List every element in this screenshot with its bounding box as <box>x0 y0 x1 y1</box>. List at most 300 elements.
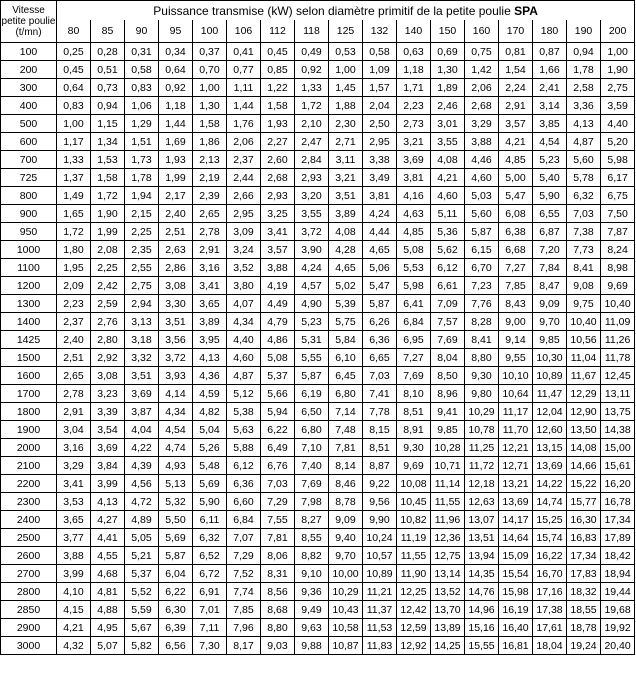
power-value-cell: 5,55 <box>295 349 329 367</box>
power-value-cell: 4,21 <box>57 619 91 637</box>
power-value-cell: 16,40 <box>499 619 533 637</box>
power-value-cell: 0,94 <box>567 43 601 61</box>
power-value-cell: 4,60 <box>431 187 465 205</box>
power-value-cell: 11,21 <box>363 583 397 601</box>
power-value-cell: 0,85 <box>261 61 295 79</box>
power-value-cell: 10,40 <box>601 295 635 313</box>
table-row <box>1 61 635 79</box>
power-value-cell: 4,36 <box>193 367 227 385</box>
power-value-cell: 3,20 <box>295 187 329 205</box>
power-value-cell: 6,36 <box>363 331 397 349</box>
power-value-cell: 6,17 <box>601 169 635 187</box>
power-value-cell: 1,93 <box>159 151 193 169</box>
power-value-cell: 5,87 <box>465 223 499 241</box>
diameter-header-row <box>1 20 635 42</box>
power-value-cell: 13,15 <box>533 439 567 457</box>
power-value-cell: 5,47 <box>363 277 397 295</box>
power-value-cell: 0,81 <box>499 43 533 61</box>
power-value-cell: 0,75 <box>465 43 499 61</box>
power-value-cell: 9,90 <box>363 511 397 529</box>
power-value-cell: 5,94 <box>261 403 295 421</box>
power-value-cell: 3,18 <box>125 331 159 349</box>
power-value-cell: 7,29 <box>261 493 295 511</box>
power-value-cell: 1,33 <box>295 79 329 97</box>
power-value-cell: 3,51 <box>329 187 363 205</box>
table-row <box>1 583 635 601</box>
power-value-cell: 8,31 <box>261 565 295 583</box>
power-value-cell: 14,74 <box>533 493 567 511</box>
power-value-cell: 4,28 <box>329 241 363 259</box>
table-row <box>1 457 635 475</box>
power-value-cell: 6,10 <box>329 349 363 367</box>
power-value-cell: 3,08 <box>91 367 125 385</box>
power-value-cell: 0,53 <box>329 43 363 61</box>
power-value-cell: 1,09 <box>363 61 397 79</box>
power-value-cell: 18,32 <box>567 583 601 601</box>
power-value-cell: 9,08 <box>567 277 601 295</box>
power-value-cell: 7,09 <box>431 295 465 313</box>
power-value-cell: 13,07 <box>465 511 499 529</box>
power-value-cell: 7,76 <box>465 295 499 313</box>
power-value-cell: 4,65 <box>329 259 363 277</box>
power-value-cell: 1,73 <box>125 151 159 169</box>
power-value-cell: 6,36 <box>227 475 261 493</box>
speed-cell: 1900 <box>1 421 57 439</box>
power-value-cell: 17,83 <box>567 565 601 583</box>
power-value-cell: 3,16 <box>57 439 91 457</box>
power-value-cell: 5,50 <box>159 511 193 529</box>
power-value-cell: 16,19 <box>499 601 533 619</box>
power-value-cell: 9,85 <box>533 331 567 349</box>
power-value-cell: 10,89 <box>533 367 567 385</box>
power-value-cell: 1,94 <box>125 187 159 205</box>
power-value-cell: 15,09 <box>499 547 533 565</box>
power-value-cell: 1,58 <box>261 97 295 115</box>
power-value-cell: 2,15 <box>125 205 159 223</box>
power-value-cell: 7,01 <box>193 601 227 619</box>
power-value-cell: 8,47 <box>533 277 567 295</box>
power-value-cell: 5,67 <box>125 619 159 637</box>
power-value-cell: 4,34 <box>227 313 261 331</box>
power-value-cell: 6,22 <box>261 421 295 439</box>
speed-label-line: (t/mn) <box>15 27 42 38</box>
power-value-cell: 17,61 <box>533 619 567 637</box>
power-value-cell: 7,11 <box>193 619 227 637</box>
power-value-cell: 7,29 <box>227 547 261 565</box>
power-value-cell: 3,57 <box>499 115 533 133</box>
power-value-cell: 19,44 <box>601 583 635 601</box>
power-value-cell: 11,09 <box>601 313 635 331</box>
power-value-cell: 16,22 <box>533 547 567 565</box>
power-value-cell: 10,57 <box>363 547 397 565</box>
power-value-cell: 2,19 <box>193 169 227 187</box>
power-value-cell: 6,11 <box>193 511 227 529</box>
power-value-cell: 0,58 <box>363 43 397 61</box>
power-value-cell: 3,49 <box>363 169 397 187</box>
power-value-cell: 9,75 <box>567 295 601 313</box>
power-value-cell: 7,55 <box>261 511 295 529</box>
power-value-cell: 2,30 <box>329 115 363 133</box>
diameter-header-cell: 180 <box>533 20 567 42</box>
power-value-cell: 2,91 <box>57 403 91 421</box>
power-value-cell: 7,03 <box>261 475 295 493</box>
power-value-cell: 17,38 <box>533 601 567 619</box>
power-value-cell: 11,96 <box>431 511 465 529</box>
power-value-cell: 2,46 <box>431 97 465 115</box>
power-value-cell: 7,57 <box>431 313 465 331</box>
diameter-header-cell: 100 <box>193 20 227 42</box>
speed-cell: 1100 <box>1 259 57 277</box>
power-value-cell: 5,62 <box>431 241 465 259</box>
power-value-cell: 2,40 <box>159 205 193 223</box>
power-value-cell: 1,30 <box>193 97 227 115</box>
power-value-cell: 5,23 <box>295 313 329 331</box>
table-row <box>1 79 635 97</box>
power-value-cell: 11,25 <box>465 439 499 457</box>
power-value-cell: 0,83 <box>125 79 159 97</box>
power-value-cell: 0,63 <box>397 43 431 61</box>
power-value-cell: 10,58 <box>329 619 363 637</box>
power-value-cell: 14,25 <box>431 637 465 655</box>
power-value-cell: 5,05 <box>125 529 159 547</box>
power-value-cell: 5,04 <box>193 421 227 439</box>
power-value-cell: 2,93 <box>295 169 329 187</box>
power-value-cell: 6,32 <box>193 529 227 547</box>
power-value-cell: 4,21 <box>431 169 465 187</box>
power-value-cell: 4,44 <box>363 223 397 241</box>
power-value-cell: 0,45 <box>57 61 91 79</box>
power-value-cell: 3,89 <box>329 205 363 223</box>
power-value-cell: 0,92 <box>295 61 329 79</box>
power-value-cell: 6,52 <box>193 547 227 565</box>
power-value-cell: 2,27 <box>261 133 295 151</box>
table-row <box>1 133 635 151</box>
power-value-cell: 6,30 <box>159 601 193 619</box>
power-value-cell: 5,75 <box>329 313 363 331</box>
power-value-cell: 9,00 <box>499 313 533 331</box>
power-value-cell: 3,77 <box>57 529 91 547</box>
power-value-cell: 4,60 <box>227 349 261 367</box>
power-value-cell: 6,84 <box>397 313 431 331</box>
power-value-cell: 5,02 <box>329 277 363 295</box>
power-value-cell: 6,15 <box>465 241 499 259</box>
table-row <box>1 511 635 529</box>
power-value-cell: 7,50 <box>601 205 635 223</box>
power-value-cell: 4,81 <box>91 583 125 601</box>
power-value-cell: 2,65 <box>193 205 227 223</box>
power-value-cell: 14,96 <box>465 601 499 619</box>
power-value-cell: 8,96 <box>431 385 465 403</box>
power-value-cell: 2,94 <box>125 295 159 313</box>
power-value-cell: 1,72 <box>57 223 91 241</box>
power-value-cell: 7,52 <box>227 565 261 583</box>
power-value-cell: 3,88 <box>261 259 295 277</box>
power-value-cell: 1,90 <box>91 205 125 223</box>
power-value-cell: 7,03 <box>567 205 601 223</box>
power-value-cell: 1,00 <box>193 79 227 97</box>
speed-cell: 2600 <box>1 547 57 565</box>
power-value-cell: 4,95 <box>91 619 125 637</box>
power-value-cell: 6,95 <box>397 331 431 349</box>
diameter-header-cell: 132 <box>363 20 397 42</box>
power-value-cell: 12,36 <box>431 529 465 547</box>
power-value-cell: 2,59 <box>91 295 125 313</box>
power-value-cell: 12,25 <box>397 583 431 601</box>
power-value-cell: 5,98 <box>397 277 431 295</box>
speed-cell: 1400 <box>1 313 57 331</box>
power-value-cell: 8,43 <box>499 295 533 313</box>
table-row <box>1 349 635 367</box>
power-value-cell: 5,21 <box>125 547 159 565</box>
table-row <box>1 619 635 637</box>
power-value-cell: 1,53 <box>91 151 125 169</box>
power-value-cell: 2,73 <box>397 115 431 133</box>
power-value-cell: 4,07 <box>227 295 261 313</box>
power-value-cell: 16,83 <box>567 529 601 547</box>
power-value-cell: 1,58 <box>193 115 227 133</box>
power-value-cell: 7,14 <box>329 403 363 421</box>
power-value-cell: 10,82 <box>397 511 431 529</box>
power-value-cell: 5,52 <box>125 583 159 601</box>
power-value-cell: 3,54 <box>91 421 125 439</box>
power-value-cell: 20,40 <box>601 637 635 655</box>
power-value-cell: 4,46 <box>465 151 499 169</box>
speed-cell: 1700 <box>1 385 57 403</box>
power-value-cell: 11,55 <box>431 493 465 511</box>
power-value-cell: 0,37 <box>193 43 227 61</box>
power-value-cell: 4,32 <box>57 637 91 655</box>
speed-cell: 600 <box>1 133 57 151</box>
power-value-cell: 5,48 <box>193 457 227 475</box>
table-row <box>1 637 635 655</box>
power-value-cell: 7,78 <box>363 403 397 421</box>
power-value-cell: 2,76 <box>91 313 125 331</box>
power-value-cell: 4,10 <box>57 583 91 601</box>
power-value-cell: 11,19 <box>397 529 431 547</box>
power-value-cell: 7,07 <box>227 529 261 547</box>
power-value-cell: 2,86 <box>159 259 193 277</box>
power-value-cell: 1,42 <box>465 61 499 79</box>
power-value-cell: 12,29 <box>567 385 601 403</box>
power-value-cell: 18,94 <box>601 565 635 583</box>
power-value-cell: 3,36 <box>567 97 601 115</box>
power-value-cell: 6,55 <box>533 205 567 223</box>
diameter-header-cell: 112 <box>261 20 295 42</box>
power-value-cell: 6,04 <box>159 565 193 583</box>
power-value-cell: 15,61 <box>601 457 635 475</box>
power-value-cell: 8,91 <box>397 421 431 439</box>
power-value-cell: 0,73 <box>91 79 125 97</box>
power-value-cell: 0,87 <box>533 43 567 61</box>
power-value-cell: 3,85 <box>533 115 567 133</box>
power-value-cell: 4,72 <box>125 493 159 511</box>
power-value-cell: 6,49 <box>261 439 295 457</box>
power-value-cell: 8,27 <box>295 511 329 529</box>
power-value-cell: 8,51 <box>363 439 397 457</box>
power-value-cell: 7,96 <box>227 619 261 637</box>
power-value-cell: 11,90 <box>397 565 431 583</box>
power-value-cell: 4,16 <box>397 187 431 205</box>
power-value-cell: 2,13 <box>193 151 227 169</box>
power-value-cell: 17,89 <box>601 529 635 547</box>
power-value-cell: 3,89 <box>193 313 227 331</box>
power-value-cell: 10,56 <box>567 331 601 349</box>
power-value-cell: 1,72 <box>295 97 329 115</box>
power-value-cell: 11,67 <box>567 367 601 385</box>
power-value-cell: 10,43 <box>329 601 363 619</box>
power-value-cell: 10,24 <box>363 529 397 547</box>
diameter-header-cell: 125 <box>329 20 363 42</box>
power-value-cell: 16,20 <box>601 475 635 493</box>
power-value-cell: 3,69 <box>125 385 159 403</box>
power-value-cell: 9,69 <box>601 277 635 295</box>
power-value-cell: 3,39 <box>91 403 125 421</box>
power-value-cell: 3,99 <box>57 565 91 583</box>
power-value-cell: 12,04 <box>533 403 567 421</box>
power-value-cell: 5,00 <box>499 169 533 187</box>
power-value-cell: 4,39 <box>125 457 159 475</box>
power-value-cell: 4,08 <box>329 223 363 241</box>
power-value-cell: 4,74 <box>159 439 193 457</box>
power-value-cell: 3,21 <box>397 133 431 151</box>
power-value-cell: 15,55 <box>465 637 499 655</box>
speed-cell: 1200 <box>1 277 57 295</box>
power-value-cell: 11,55 <box>397 547 431 565</box>
table-title <box>57 1 635 21</box>
table-row <box>1 313 635 331</box>
speed-label-line: petite poulie <box>1 16 56 27</box>
power-value-cell: 12,71 <box>499 457 533 475</box>
power-value-cell: 18,04 <box>533 637 567 655</box>
power-value-cell: 2,25 <box>91 259 125 277</box>
power-value-cell: 10,29 <box>329 583 363 601</box>
table-row <box>1 601 635 619</box>
power-value-cell: 6,50 <box>295 403 329 421</box>
power-value-cell: 10,28 <box>431 439 465 457</box>
power-value-cell: 1,00 <box>601 43 635 61</box>
power-value-cell: 2,66 <box>227 187 261 205</box>
power-value-cell: 1,89 <box>431 79 465 97</box>
power-value-cell: 3,01 <box>431 115 465 133</box>
power-value-cell: 11,53 <box>363 619 397 637</box>
table-row <box>1 115 635 133</box>
power-value-cell: 3,11 <box>329 151 363 169</box>
power-value-cell: 8,15 <box>363 421 397 439</box>
power-value-cell: 7,84 <box>533 259 567 277</box>
speed-cell: 1425 <box>1 331 57 349</box>
power-value-cell: 17,16 <box>533 583 567 601</box>
power-value-cell: 0,64 <box>159 61 193 79</box>
power-value-cell: 4,04 <box>125 421 159 439</box>
power-value-cell: 3,29 <box>57 457 91 475</box>
belt-profile-label: SPA <box>514 3 538 18</box>
power-value-cell: 0,25 <box>57 43 91 61</box>
speed-cell: 1500 <box>1 349 57 367</box>
power-value-cell: 2,60 <box>261 151 295 169</box>
power-value-cell: 1,49 <box>57 187 91 205</box>
power-value-cell: 2,84 <box>295 151 329 169</box>
power-value-cell: 1,57 <box>363 79 397 97</box>
power-value-cell: 6,76 <box>261 457 295 475</box>
power-value-cell: 11,14 <box>431 475 465 493</box>
power-value-cell: 4,13 <box>193 349 227 367</box>
table-row <box>1 151 635 169</box>
power-value-cell: 2,75 <box>601 79 635 97</box>
power-value-cell: 8,17 <box>227 637 261 655</box>
speed-column-header <box>1 1 57 43</box>
speed-cell: 2400 <box>1 511 57 529</box>
power-value-cell: 2,95 <box>227 205 261 223</box>
power-value-cell: 14,38 <box>601 421 635 439</box>
power-value-cell: 5,23 <box>533 151 567 169</box>
power-value-cell: 4,89 <box>125 511 159 529</box>
power-value-cell: 3,72 <box>295 223 329 241</box>
power-value-cell: 15,00 <box>601 439 635 457</box>
power-value-cell: 2,23 <box>397 97 431 115</box>
power-value-cell: 8,80 <box>465 349 499 367</box>
power-value-cell: 3,99 <box>91 475 125 493</box>
power-value-cell: 9,56 <box>363 493 397 511</box>
power-value-cell: 9,49 <box>295 601 329 619</box>
power-value-cell: 4,15 <box>57 601 91 619</box>
power-value-cell: 19,92 <box>601 619 635 637</box>
power-value-cell: 6,12 <box>431 259 465 277</box>
power-value-cell: 3,21 <box>329 169 363 187</box>
power-value-cell: 10,45 <box>397 493 431 511</box>
power-value-cell: 3,93 <box>159 367 193 385</box>
power-value-cell: 3,29 <box>465 115 499 133</box>
diameter-header-cell: 106 <box>227 20 261 42</box>
power-value-cell: 9,88 <box>295 637 329 655</box>
power-value-cell: 2,78 <box>57 385 91 403</box>
power-value-cell: 3,56 <box>159 331 193 349</box>
power-value-cell: 4,68 <box>91 565 125 583</box>
power-value-cell: 2,68 <box>261 169 295 187</box>
power-value-cell: 2,92 <box>91 349 125 367</box>
power-value-cell: 4,60 <box>465 169 499 187</box>
power-value-cell: 1,51 <box>125 133 159 151</box>
power-value-cell: 11,78 <box>601 349 635 367</box>
power-value-cell: 1,00 <box>329 61 363 79</box>
power-value-cell: 5,90 <box>193 493 227 511</box>
table-row <box>1 97 635 115</box>
table-row <box>1 187 635 205</box>
power-value-cell: 5,12 <box>227 385 261 403</box>
power-value-cell: 4,87 <box>567 133 601 151</box>
power-value-cell: 11,47 <box>533 385 567 403</box>
power-value-cell: 3,41 <box>261 223 295 241</box>
table-row <box>1 259 635 277</box>
power-value-cell: 2,06 <box>227 133 261 151</box>
power-value-cell: 1,95 <box>57 259 91 277</box>
power-value-cell: 3,53 <box>57 493 91 511</box>
power-value-cell: 1,37 <box>57 169 91 187</box>
power-value-cell: 8,14 <box>329 457 363 475</box>
power-value-cell: 4,40 <box>227 331 261 349</box>
power-value-cell: 7,27 <box>397 349 431 367</box>
power-value-cell: 15,16 <box>465 619 499 637</box>
power-value-cell: 4,85 <box>397 223 431 241</box>
power-value-cell: 12,59 <box>397 619 431 637</box>
power-value-cell: 4,82 <box>193 403 227 421</box>
power-value-cell: 9,70 <box>533 313 567 331</box>
power-value-cell: 4,93 <box>159 457 193 475</box>
power-value-cell: 1,69 <box>159 133 193 151</box>
power-value-cell: 8,68 <box>261 601 295 619</box>
power-value-cell: 3,55 <box>431 133 465 151</box>
power-value-cell: 4,24 <box>363 205 397 223</box>
speed-cell: 700 <box>1 151 57 169</box>
